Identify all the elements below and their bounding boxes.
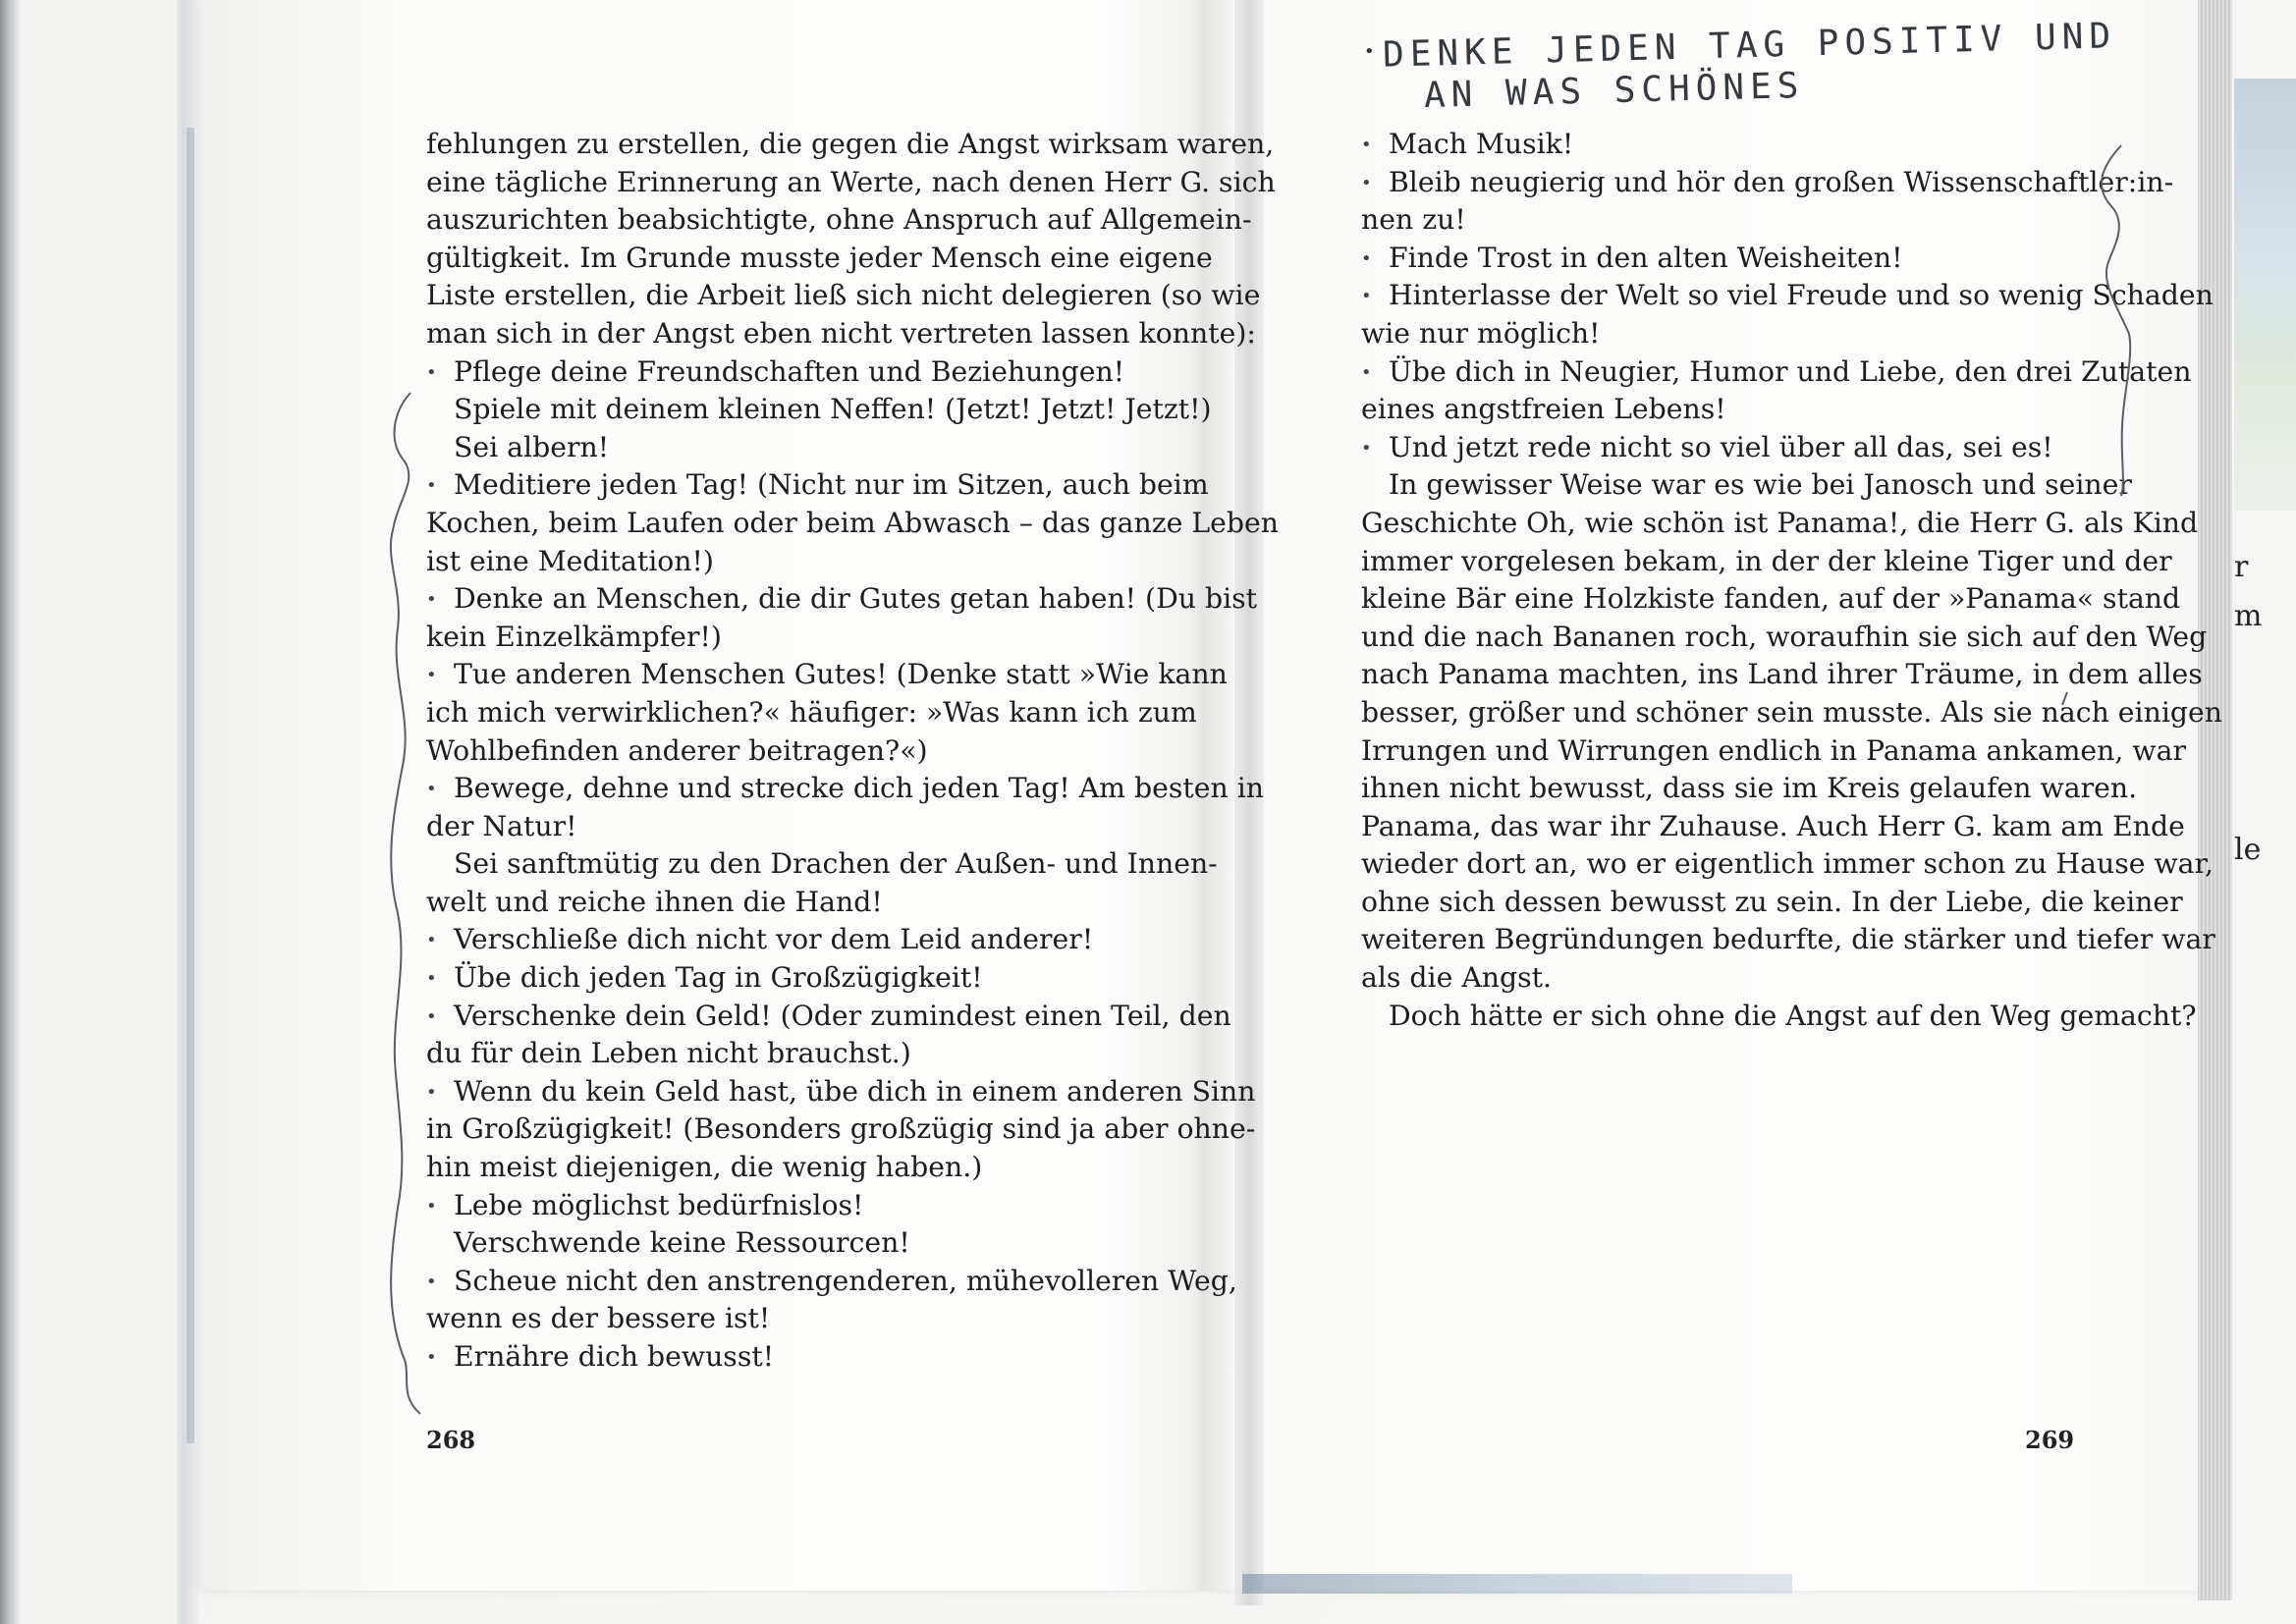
line-text: Tue anderen Menschen Gutes! (Denke statt »Wie kann bbox=[454, 658, 1228, 691]
line-text: Scheue nicht den anstrengenderen, mühevolleren Weg, bbox=[454, 1264, 1237, 1297]
list-bullet: • bbox=[426, 968, 437, 990]
list-bullet: • bbox=[426, 1347, 437, 1368]
handwritten-bullet: • bbox=[1364, 41, 1375, 62]
list-bullet: • bbox=[426, 1195, 437, 1217]
list-bullet: • bbox=[1361, 247, 1372, 269]
line-text: Ernähre dich bewusst! bbox=[454, 1340, 775, 1373]
line-text: ist eine Meditation!) bbox=[426, 544, 714, 577]
line-text: Liste erstellen, die Arbeit ließ sich nicht delegieren (so wie bbox=[426, 279, 1261, 312]
line-text: Übe dich in Neugier, Humor und Liebe, den drei Zutaten bbox=[1389, 354, 2192, 388]
line-text: weiteren Begründungen bedurfte, die stärker und tiefer war bbox=[1361, 923, 2215, 956]
line-text: Hinterlasse der Welt so viel Freude und so wenig Schaden bbox=[1389, 279, 2214, 312]
list-bullet: • bbox=[426, 1271, 437, 1292]
edge-fragment: r bbox=[2234, 550, 2249, 584]
line-text: Denke an Menschen, die dir Gutes getan haben! (Du bist bbox=[454, 582, 1258, 616]
line-text: man sich in der Angst eben nicht vertreten lassen konnte): bbox=[426, 316, 1256, 350]
line-text: eines angstfreien Lebens! bbox=[1361, 393, 1726, 426]
line-text: Mach Musik! bbox=[1389, 128, 1574, 160]
line-text: Verschließe dich nicht vor dem Leid anderer! bbox=[454, 923, 1094, 956]
handwritten-note-line2: AN WAS SCHÖNES bbox=[1423, 65, 1805, 117]
line-text: Spiele mit deinem kleinen Neffen! (Jetzt! Jetzt! Jetzt!) bbox=[454, 393, 1212, 426]
list-bullet: • bbox=[426, 1081, 437, 1103]
line-text: Übe dich jeden Tag in Großzügigkeit! bbox=[454, 961, 983, 995]
line-text: Meditiere jeden Tag! (Nicht nur im Sitzen, auch beim bbox=[454, 468, 1209, 502]
line-text: wenn es der bessere ist! bbox=[426, 1302, 771, 1335]
line-text: als die Angst. bbox=[1361, 961, 1553, 995]
line-text: eine tägliche Erinnerung an Werte, nach denen Herr G. sich bbox=[426, 165, 1276, 198]
right-margin-bracket bbox=[2102, 145, 2130, 496]
line-text: Sei albern! bbox=[454, 430, 610, 463]
list-bullet: • bbox=[1361, 172, 1372, 193]
list-bullet: • bbox=[426, 665, 437, 686]
list-bullet: • bbox=[426, 589, 437, 611]
line-text: kein Einzelkämpfer!) bbox=[426, 620, 722, 653]
line-text: nen zu! bbox=[1361, 203, 1466, 237]
line-text: der Natur! bbox=[426, 809, 577, 842]
line-text: besser, größer und schöner sein musste. Als sie nach einigen bbox=[1361, 695, 2222, 729]
list-bullet: • bbox=[1361, 135, 1372, 155]
line-text: kleine Bär eine Holzkiste fanden, auf der »Panama« stand bbox=[1361, 582, 2181, 616]
line-text: Doch hätte er sich ohne die Angst auf den Weg gemacht? bbox=[1389, 999, 2197, 1032]
page-number-left: 268 bbox=[426, 1426, 476, 1454]
edge-fragment: le bbox=[2234, 833, 2262, 867]
list-bullet: • bbox=[1361, 361, 1372, 383]
line-text: hin meist diejenigen, die wenig haben.) bbox=[426, 1151, 983, 1184]
line-text: Verschwende keine Ressourcen! bbox=[454, 1226, 910, 1260]
line-text: Wenn du kein Geld hast, übe dich in einem anderen Sinn bbox=[454, 1074, 1256, 1108]
line-text: Wohlbefinden anderer beitragen?«) bbox=[426, 733, 928, 767]
line-text: Pflege deine Freundschaften und Beziehungen! bbox=[454, 354, 1125, 388]
line-text: gültigkeit. Im Grunde musste jeder Mensch eine eigene bbox=[426, 241, 1213, 274]
list-bullet: • bbox=[426, 361, 437, 383]
line-text: auszurichten beabsichtigte, ohne Anspruch auf Allgemein- bbox=[426, 203, 1252, 237]
line-text: Lebe möglichst bedürfnislos! bbox=[454, 1188, 864, 1221]
list-bullet: • bbox=[426, 779, 437, 800]
line-text: Kochen, beim Laufen oder beim Abwasch – das ganze Leben bbox=[426, 506, 1280, 539]
line-text: in Großzügigkeit! (Besonders großzügig sind ja aber ohne- bbox=[426, 1112, 1256, 1146]
right-margin-tick bbox=[2062, 692, 2067, 705]
line-text: ihnen nicht bewusst, dass sie im Kreis gelaufen waren. bbox=[1361, 772, 2138, 805]
line-text: Panama, das war ihr Zuhause. Auch Herr G. kam am Ende bbox=[1361, 809, 2185, 842]
line-text: Sei sanftmütig zu den Drachen der Außen- und Innen- bbox=[454, 847, 1218, 881]
line-text: Bleib neugierig und hör den großen Wissenschaftler:in- bbox=[1389, 165, 2174, 198]
line-text: wieder dort an, wo er eigentlich immer schon zu Hause war, bbox=[1361, 847, 2214, 881]
line-text: nach Panama machten, ins Land ihrer Träume, in dem alles bbox=[1361, 658, 2203, 691]
line-text: In gewisser Weise war es wie bei Janosch und seiner bbox=[1389, 468, 2132, 502]
line-text: Irrungen und Wirrungen endlich in Panama ankamen, war bbox=[1361, 733, 2187, 767]
line-text: immer vorgelesen bekam, in der der kleine Tiger und der bbox=[1361, 544, 2172, 577]
handwritten-note-line1: DENKE JEDEN TAG POSITIV UND bbox=[1382, 16, 2117, 76]
line-text: Finde Trost in den alten Weisheiten! bbox=[1389, 241, 1903, 274]
line-text: welt und reiche ihnen die Hand! bbox=[426, 885, 883, 918]
line-text: ohne sich dessen bewusst zu sein. In der Liebe, die keiner bbox=[1361, 885, 2183, 918]
left-margin-bracket bbox=[391, 393, 420, 1414]
list-bullet: • bbox=[426, 1005, 437, 1027]
line-text: ich mich verwirklichen?« häufiger: »Was kann ich zum bbox=[426, 695, 1197, 729]
list-bullet: • bbox=[426, 475, 437, 497]
line-text: Und jetzt rede nicht so viel über all das, sei es! bbox=[1389, 430, 2053, 463]
line-text: und die nach Bananen roch, woraufhin sie sich auf den Weg bbox=[1361, 620, 2208, 653]
line-text: Geschichte Oh, wie schön ist Panama!, die Herr G. als Kind bbox=[1361, 506, 2199, 539]
page-number-right: 269 bbox=[2025, 1426, 2075, 1454]
line-text: Bewege, dehne und strecke dich jeden Tag! Am besten in bbox=[454, 772, 1264, 805]
line-text: wie nur möglich! bbox=[1361, 316, 1601, 350]
line-text: fehlungen zu erstellen, die gegen die Angst wirksam waren, bbox=[426, 128, 1275, 160]
edge-fragment: m bbox=[2234, 599, 2263, 633]
list-bullet: • bbox=[1361, 286, 1372, 307]
line-text: du für dein Leben nicht brauchst.) bbox=[426, 1037, 911, 1070]
line-text: Verschenke dein Geld! (Oder zumindest einen Teil, den bbox=[454, 999, 1231, 1032]
list-bullet: • bbox=[1361, 437, 1372, 459]
list-bullet: • bbox=[426, 930, 437, 951]
